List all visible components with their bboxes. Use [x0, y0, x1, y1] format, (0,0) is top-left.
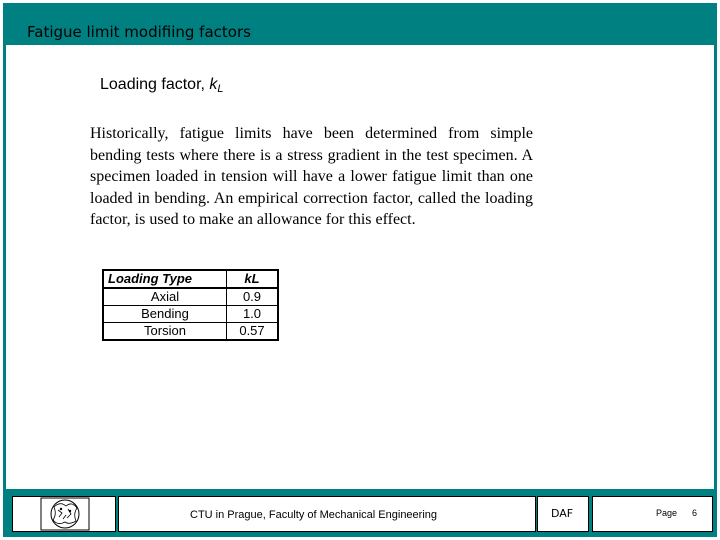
footer-institution: CTU in Prague, Faculty of Mechanical Engineering — [190, 509, 438, 521]
body-paragraph: Historically, fatigue limits have been determined from simple bending tests where there is a stress gradient in the test specimen. A specimen loaded in tension will have a lower fatigue limit than one loaded in bending. An empirical correction factor, called the loading factor, is used to make an allowance for this effect. — [90, 125, 533, 229]
loading-factor-table — [102, 269, 279, 341]
table-row — [103, 323, 278, 341]
footer-page-label: Page — [656, 508, 678, 518]
table-cell-type: Bending — [103, 306, 227, 323]
slide-header — [3, 3, 717, 45]
table-header-loading-type: Loading Type — [103, 270, 227, 288]
table-row — [103, 306, 278, 323]
section-heading-symbol: k — [209, 76, 218, 93]
university-seal-icon — [40, 497, 90, 531]
slide-content — [6, 45, 714, 489]
table-cell-value: 1.0 — [227, 306, 279, 323]
table-cell-value: 0.9 — [227, 288, 279, 306]
section-heading-subscript: L — [217, 83, 224, 95]
slide-title: Fatigue limit modifiing factors — [27, 23, 251, 41]
table-header-row — [103, 270, 278, 288]
table-cell-type: Axial — [103, 288, 227, 306]
footer-page-number: 6 — [692, 508, 698, 518]
table-cell-type: Torsion — [103, 323, 227, 341]
section-heading-text: Loading factor, — [100, 76, 210, 93]
table-header-kl: kL — [227, 270, 279, 288]
table-row — [103, 288, 278, 306]
table-cell-value: 0.57 — [227, 323, 279, 341]
section-heading — [100, 76, 224, 95]
footer-author: DAF — [551, 507, 574, 520]
